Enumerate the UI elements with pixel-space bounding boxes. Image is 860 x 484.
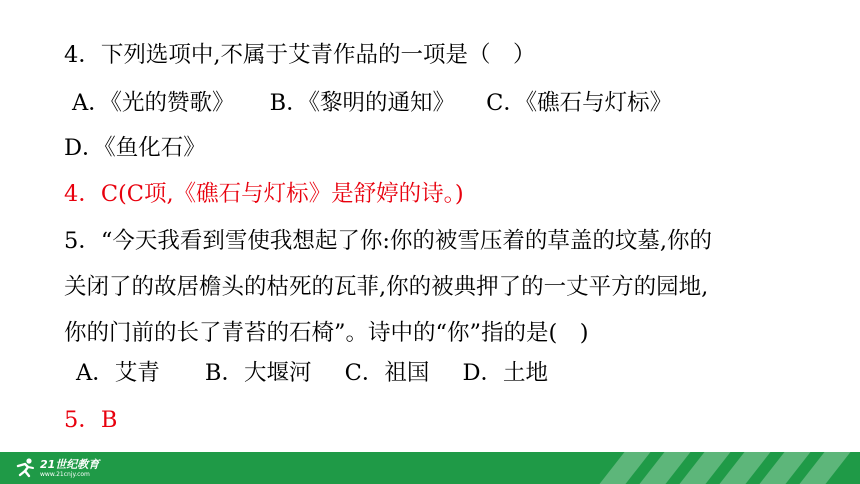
logo-text-block — [40, 459, 99, 478]
logo — [14, 456, 99, 480]
question-5-options-row — [76, 358, 548, 388]
question-5-option-c: C．祖国 — [344, 360, 430, 386]
question-4-option-b: B．《黎明的通知》 — [269, 90, 455, 116]
question-4-options-row — [72, 88, 672, 118]
footer-stripe-6 — [799, 452, 850, 484]
question-5-stem-line-2: 关闭了的故居檐头的枯死的瓦菲,你的被典押了的一丈平方的园地, — [64, 274, 709, 300]
logo-text: 21世纪教育 — [40, 457, 100, 471]
question-5-stem-line-3: 你的门前的长了青苔的石椅”。诗中的“你”指的是( ) — [64, 320, 589, 346]
footer-bar — [0, 452, 860, 484]
question-4-answer: 4．C(C项,《礁石与灯标》是舒婷的诗。) — [64, 181, 464, 207]
question-4-option-c: C．《礁石与灯标》 — [486, 90, 673, 116]
runner-icon — [14, 457, 36, 479]
question-5-option-d: D．土地 — [462, 360, 549, 386]
question-5-answer: 5．B — [64, 407, 118, 433]
question-4-stem: 4．下列选项中,不属于艾青作品的一项是（ ） — [64, 42, 536, 68]
question-4-option-d: D．《鱼化石》 — [64, 135, 206, 161]
logo-url: www.21cnjy.com — [40, 470, 90, 478]
question-5-option-a: A．艾青 — [76, 360, 160, 386]
question-5-option-b: B．大堰河 — [204, 360, 312, 386]
question-4-option-a: A．《光的赞歌》 — [72, 90, 235, 116]
question-5-stem-line-1: 5．“今天我看到雪使我想起了你:你的被雪压着的草盖的坟墓,你的 — [64, 228, 713, 254]
